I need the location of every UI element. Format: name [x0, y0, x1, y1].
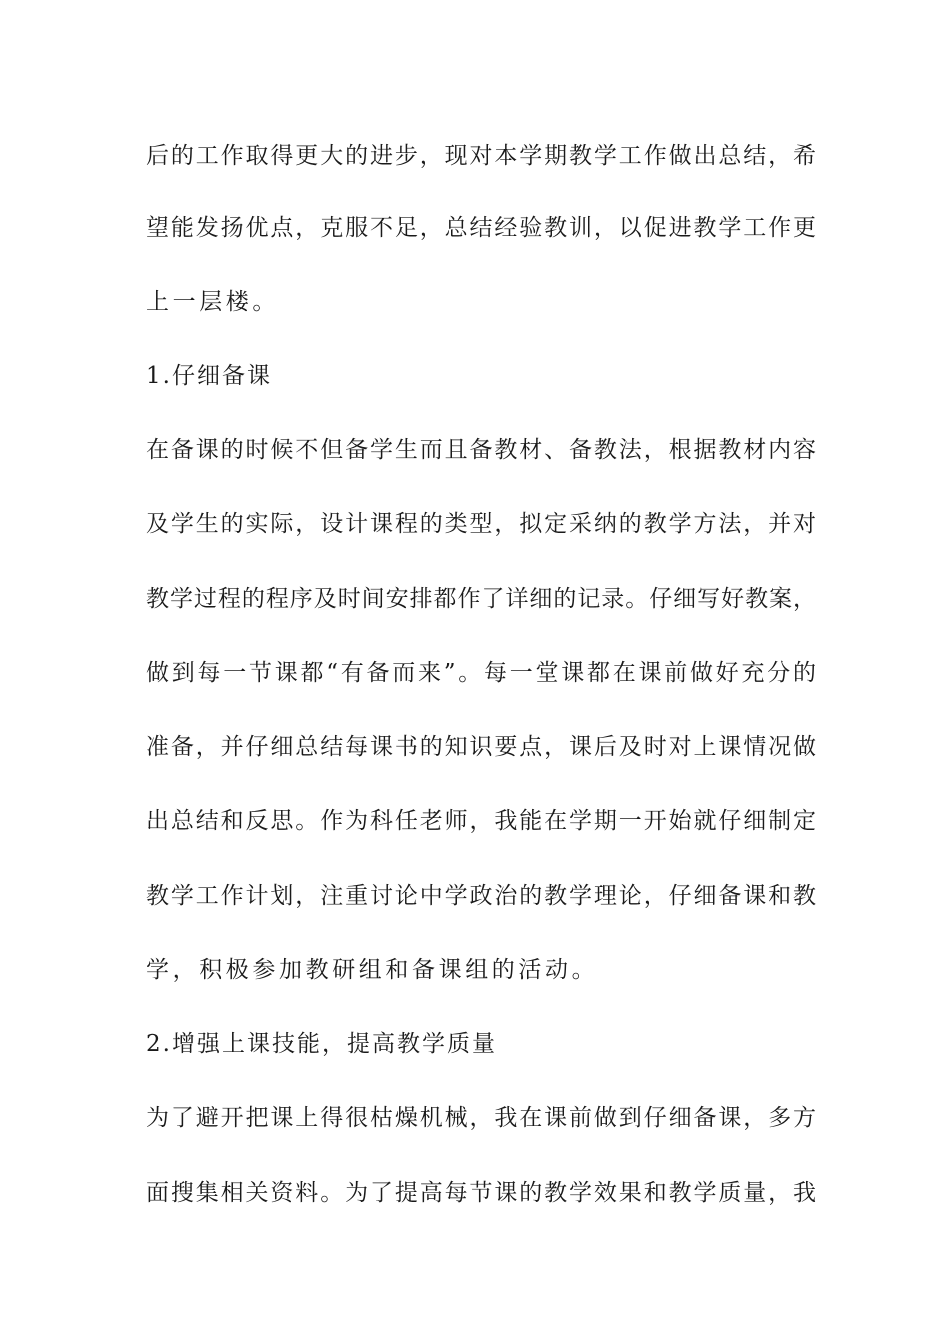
- section-heading-1: 1.仔细备课: [146, 363, 272, 389]
- text-line-1: 后的工作取得更大的进步，现对本学期教学工作做出总结，希: [146, 143, 816, 169]
- text-line-15: 面搜集相关资料。为了提高每节课的教学效果和教学质量，我: [146, 1180, 816, 1206]
- text-line-9: 准备，并仔细总结每课书的知识要点，课后及时对上课情况做: [146, 734, 816, 760]
- text-line-6: 及学生的实际，设计课程的类型，拟定采纳的教学方法，并对: [146, 511, 816, 537]
- text-line-14: 为了避开把课上得很枯燥机械，我在课前做到仔细备课，多方: [146, 1105, 816, 1131]
- text-line-7: 教学过程的程序及时间安排都作了详细的记录。仔细写好教案，: [146, 586, 816, 612]
- text-line-11: 教学工作计划，注重讨论中学政治的教学理论，仔细备课和教: [146, 883, 816, 909]
- text-line-2: 望能发扬优点，克服不足，总结经验教训，以促进教学工作更: [146, 215, 816, 241]
- text-line-3: 上一层楼。: [146, 289, 279, 315]
- section-heading-2: 2.增强上课技能，提高教学质量: [146, 1031, 497, 1057]
- text-line-10: 出总结和反思。作为科任老师，我能在学期一开始就仔细制定: [146, 808, 816, 834]
- text-line-8: 做到每一节课都“有备而来”。每一堂课都在课前做好充分的: [146, 660, 816, 686]
- text-line-5: 在备课的时候不但备学生而且备教材、备教法，根据教材内容: [146, 437, 816, 463]
- text-line-12: 学，积极参加教研组和备课组的活动。: [146, 957, 599, 983]
